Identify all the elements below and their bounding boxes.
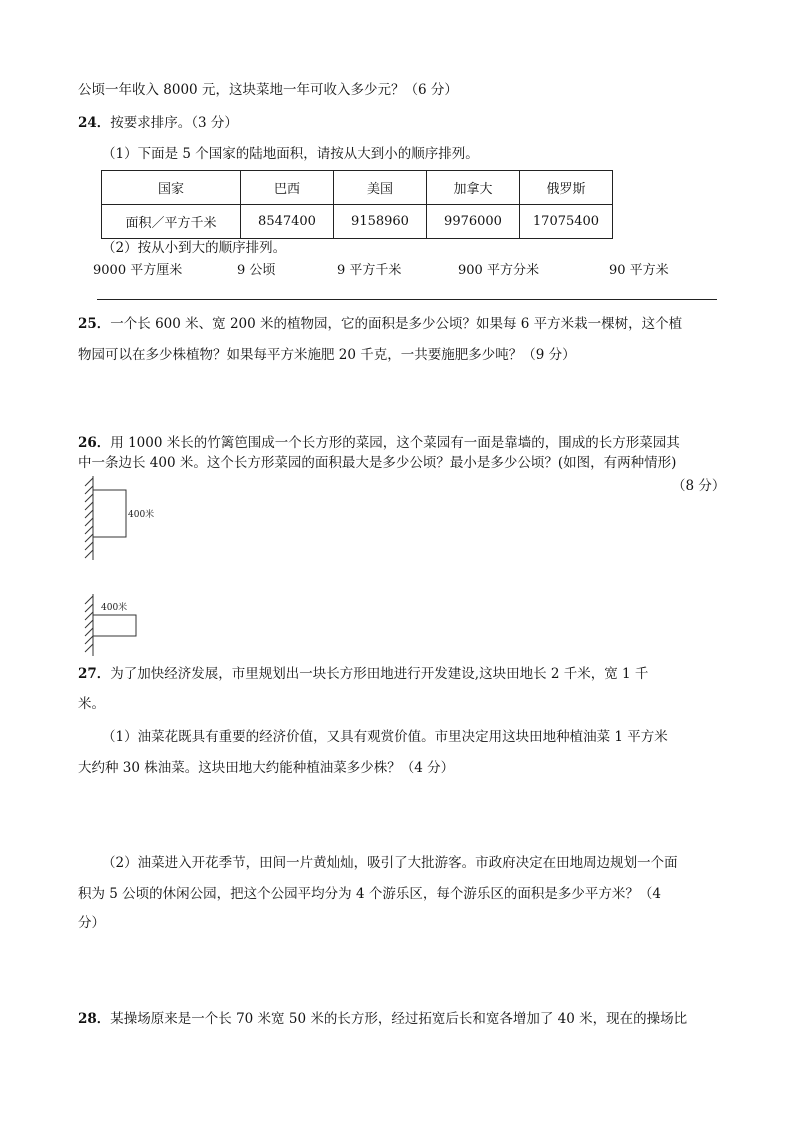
- wall-hatching: [85, 476, 93, 560]
- side-length-label: 400米: [128, 510, 155, 520]
- table-country: 俄罗斯: [520, 171, 613, 205]
- garden-figure-2: [80, 594, 180, 658]
- q26-line2: 中一条边长 400 米。这个长方形菜园的面积最大是多少公顷？最小是多少公顷？(如图，有两种情形): [78, 455, 677, 471]
- rank-item: 90 平方米: [609, 263, 669, 278]
- q27-p2-line2: 积为 5 公顷的休闲公园，把这个公园平均分为 4 个游乐区，每个游乐区的面积是多少平方米？（4: [78, 886, 661, 902]
- q27-p1-line2: 大约种 30 株油菜。这块田地大约能种植油菜多少株？（4 分）: [78, 760, 455, 776]
- q25-number: 25．: [78, 316, 111, 332]
- table-header-label: 国家: [102, 171, 241, 205]
- table-row-label: 面积／平方千米: [102, 205, 241, 239]
- q26-number: 26．: [78, 435, 111, 451]
- garden-figure-1: [80, 476, 180, 562]
- q23-tail: 公顷一年收入 8000 元，这块菜地一年可收入多少元？（6 分）: [78, 82, 458, 98]
- q26-line1: 26．用 1000 米长的竹篱笆围成一个长方形的菜园，这个菜园有一面是靠墙的，围成的长方形菜园其: [78, 435, 680, 451]
- q28-number: 28．: [78, 1011, 111, 1027]
- q28-line1: 28．某操场原来是一个长 70 米宽 50 米的长方形，经过拓宽后长和宽各增加了 40 米，现在的操场比: [78, 1011, 688, 1027]
- wall-hatching: [85, 594, 93, 656]
- rank-item: 900 平方分米: [458, 263, 539, 278]
- side-length-label: 400米: [101, 603, 128, 613]
- table-row: [102, 171, 613, 205]
- q27-number: 27．: [78, 666, 111, 682]
- q27-p2-line3: 分）: [78, 915, 105, 931]
- rank-item: 9 公顷: [237, 263, 276, 278]
- q24-heading: [78, 113, 238, 133]
- q24-part1: （1）下面是 5 个国家的陆地面积，请按从大到小的顺序排列。: [102, 146, 479, 162]
- q25-line2: 物园可以在多少株植物？如果每平方米施肥 20 千克，一共要施肥多少吨？（9 分）: [78, 347, 576, 363]
- country-area-table: [101, 170, 613, 239]
- answer-line: [97, 299, 717, 300]
- table-country: 美国: [334, 171, 427, 205]
- rank-item: 9 平方千米: [337, 263, 402, 278]
- table-area: 9158960: [334, 205, 427, 239]
- q24-number: 24．: [78, 115, 111, 131]
- q26-score: （8 分）: [672, 478, 726, 494]
- table-area: 9976000: [427, 205, 520, 239]
- rank-item: 9000 平方厘米: [93, 263, 183, 278]
- q27-line2: 米。: [78, 696, 105, 712]
- q25-line1: 25．一个长 600 米、宽 200 米的植物园，它的面积是多少公顷？如果每 6 平方米栽一棵树，这个植: [78, 316, 683, 332]
- garden-rectangle: [93, 615, 136, 636]
- q24-part2: （2）按从小到大的顺序排列。: [102, 240, 287, 256]
- q24-title: 按要求排序。（3 分）: [110, 115, 238, 131]
- table-row: [102, 205, 613, 239]
- table-country: 加拿大: [427, 171, 520, 205]
- table-country: 巴西: [241, 171, 334, 205]
- q27-p1-line1: （1）油菜花既具有重要的经济价值，又具有观赏价值。市里决定用这块田地种植油菜 1 平方米: [102, 729, 668, 745]
- garden-rectangle: [93, 490, 126, 537]
- table-area: 8547400: [241, 205, 334, 239]
- q27-line1: 27．为了加快经济发展，市里规划出一块长方形田地进行开发建设,这块田地长 2 千米，宽 1 千: [78, 666, 649, 682]
- table-area: 17075400: [520, 205, 613, 239]
- q27-p2-line1: （2）油菜进入开花季节，田间一片黄灿灿，吸引了大批游客。市政府决定在田地周边规划一个面: [102, 855, 678, 871]
